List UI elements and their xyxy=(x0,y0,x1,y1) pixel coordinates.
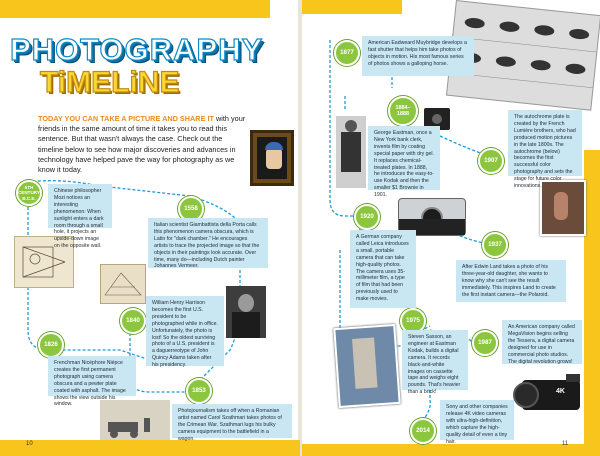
badge-1840: 1840 xyxy=(120,308,146,334)
camcorder-label: 4K xyxy=(556,388,565,395)
badge-2014: 2014 xyxy=(410,418,436,444)
entry-2014-text: Sony and other companies release 4K video cameras with ultra-high-definition, which capture the high-quality detail of even a tiny hair. xyxy=(440,400,514,440)
badge-1853: 1853 xyxy=(186,378,212,404)
badge-1558: 1558 xyxy=(178,196,204,222)
entry-1987-text: An American company called MegaVision begins selling the Tessera, a digital camera designed for use in commercial photo studios. The digital revolution grows! xyxy=(502,320,582,364)
digital-camera-inventor-photo-image xyxy=(333,324,400,408)
entry-1877-text: American Eadweard Muybridge develops a fast shutter that helps him take photos of objects in motion. His most famous series of photos shows a galloping horse. xyxy=(362,36,474,76)
entry-1907-text: The autochrome plate is created by the French Lumière brothers, who had produced motion pictures in the late 1800s. The autochrome (below) becomes the first successful color photography and sets the stage for future color innovations. xyxy=(508,110,582,176)
drafting-sketch-image xyxy=(100,264,146,304)
page-number-left: 10 xyxy=(26,441,33,447)
entry-1840-text: William Henry Harrison becomes the first U.S. president to be photographed while in office. Unfortunately, the photo is lost! So the oldest surviving photo of a U.S. president is a daguerreotype of John Quincy Adams taken after his presidency. xyxy=(146,296,224,366)
badge-1907: 1907 xyxy=(478,148,504,174)
title-line-2: TiMELiNE xyxy=(40,66,180,99)
badge-1987: 1987 xyxy=(472,330,498,356)
badge-1920: 1920 xyxy=(354,204,380,230)
badge-1937: 1937 xyxy=(482,232,508,258)
george-eastman-photo-image xyxy=(336,116,366,188)
intro-body: with your friends in the same amount of time it takes you to read this sentence. But that wasn't always the case. Check out the timeline below to see how major discoveries and advances in technology have helped pave the way for photography as we know it today. xyxy=(38,114,246,175)
entry-1558-text: Italian scientist Giambattista della Porta calls this phenomenon camera obscura, which is Latin for "dark chamber." He encourages artists to trace the projected image so that the objects in their paintings look accurate. Over time, many do—including Dutch painter Johannes Vermeer. xyxy=(148,218,268,268)
badge-1884-1888: 1884– 1888 xyxy=(388,96,418,126)
entry-1826-text: Frenchman Nicéphore Niépce creates the first permanent photograph using camera obscura and a pewter plate coated with asphalt. The image shows the view outside his window. xyxy=(48,356,136,396)
badge-1975: 1975 xyxy=(400,308,426,334)
autochrome-photo-image xyxy=(540,180,586,236)
entry-5th-century-bce-text: Chinese philosopher Mozi notices an interesting phenomenon: When sunlight enters a dark room through a small hole, it projects an upside-down image on the opposite wall. xyxy=(48,184,112,228)
title-line-1: PHOTOGRAPHY xyxy=(10,32,264,67)
war-wagon-photo-image xyxy=(100,400,170,440)
entry-1920-text: A German company called Leica introduces a small, portable camera that can take high-quality photos. The camera uses 35-millimeter film, a type of film that had been previously used to make movies. xyxy=(350,230,416,308)
intro-lead: TODAY YOU CAN TAKE A PICTURE AND SHARE IT xyxy=(38,114,214,123)
entry-1884-1888-text: George Eastman, once a New York bank clerk, invents film by coating special paper with dry gel. It replaces chemical-treated plates. In 1888, he introduces the easy-to-use Kodak and then the smaller $1 Brownie in 1901. xyxy=(368,126,440,190)
entry-1853-text: Photojournalism takes off when a Romanian artist named Carol Szathmari takes photos of the Crimean War. Szathmari lugs his bulky camera equipment to the battlefield in a wagon. xyxy=(172,404,292,438)
entry-1975-text: Steven Sasson, an engineer at Eastman Kodak, builds a digital camera. It records black-and-white images on cassette tape and weighs eight pounds. That's heavier than a brick! xyxy=(402,330,468,390)
badge-1826: 1826 xyxy=(38,332,64,358)
vermeer-painting-image xyxy=(250,130,294,186)
badge-5th-century-bce: 5TH CENTURY B.C.E. xyxy=(16,180,42,206)
page-number-right: 11 xyxy=(562,441,569,447)
president-photo-image xyxy=(226,286,266,338)
4k-camcorder-image xyxy=(510,370,594,422)
intro-paragraph xyxy=(38,114,248,175)
badge-1877: 1877 xyxy=(334,40,360,66)
entry-1937-text: After Edwin Land takes a photo of his three-year-old daughter, she wants to know why she can't see the result immediately. This inspires Land to create the first instant camera—the Polaroid. xyxy=(456,260,566,302)
